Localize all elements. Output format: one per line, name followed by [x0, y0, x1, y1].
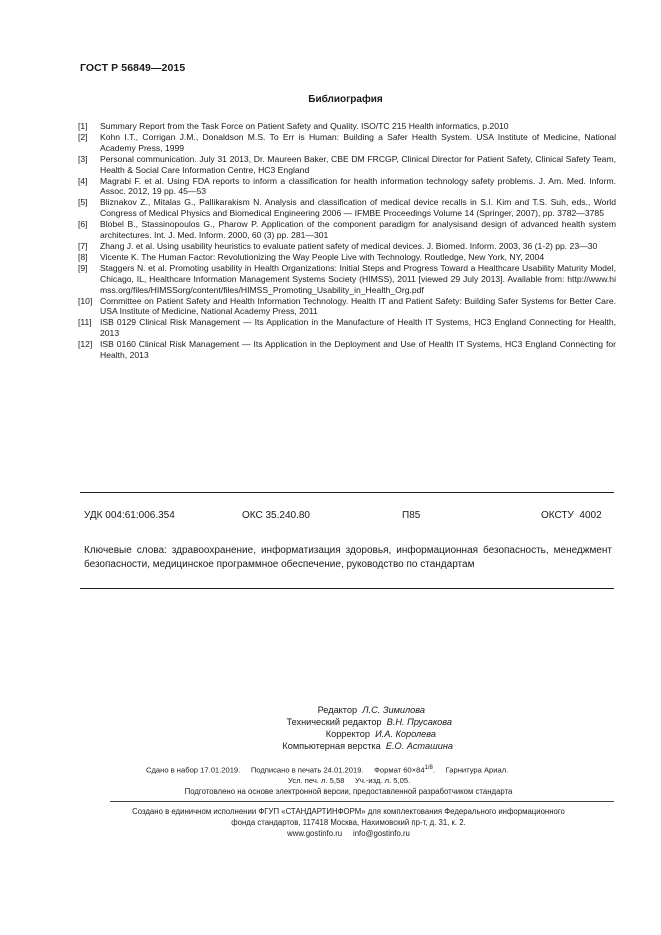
bottom-divider [80, 588, 614, 589]
reference-item: [12] ISB 0160 Clinical Risk Management — Its Application in the Deployment and Use of Health IT Systems, HC3 England Connecting for Health, 2013 [78, 339, 616, 361]
imprint-line-2: Усл. печ. л. 5,58 Уч.-изд. л. 5,05. [288, 776, 411, 785]
bibliography-title: Библиография [308, 94, 383, 105]
footer-divider [110, 801, 614, 802]
credit-editor: Редактор Л.С. Зимилова [317, 705, 425, 715]
document-code: ГОСТ Р 56849—2015 [80, 62, 186, 74]
credit-proofreader: Корректор И.А. Королева [325, 729, 436, 739]
footer-address: фонда стандартов, 117418 Москва, Нахимовский пр-т, д. 31, к. 2. [231, 818, 466, 827]
reference-item: [11] ISB 0129 Clinical Risk Management — Its Application in the Manufacture of Health IT Systems, HC3 England Connecting for Health, 2013 [78, 317, 616, 339]
reference-item: [6] Blobel B., Stassinopoulos G., Pharow P. Application of the component paradigm for analysisand design of advanced health system architectures. Int. J. Med. Inform. 2000, 60 (3) pp. 281—301 [78, 219, 616, 241]
reference-item: [7] Zhang J. et al. Using usability heuristics to evaluate patient safety of medical devices. J. Biomed. Inform. 2003, 36 (1-2) pp. 23—30 [78, 240, 598, 251]
footer-publisher: Создано в единичном исполнении ФГУП «СТАНДАРТИНФОРМ» для комплектования Федерального информационного [132, 807, 565, 816]
reference-item: [9] Staggers N. et al. Promoting usability in Health Organizations: Initial Steps and Progress Toward a Healthcare Usability Maturity Model, Chicago, IL, Healthcare Information Management Systems Society (HIMSS), 2011 [viewed 29 July 2013]. Available from: http://www.himss.org/files/HIMSSorg/content/files/HIMSS_Promoting_Usability_in_Health_Org.pdf [78, 262, 616, 295]
footer-email-link[interactable]: info@gostinfo.ru [352, 829, 410, 838]
top-divider [80, 492, 614, 493]
reference-item: [3] Personal communication. July 31 2013, Dr. Maureen Baker, CBE DM FRCGP, Clinical Director for Patient Safety, Clinical Safety Team, Health & Social Care Information Centre, HC3 England [78, 153, 616, 175]
reference-item: [5] Bliznakov Z., Mitalas G., Pallikarakism N. Analysis and classification of medical device recalls in S.I. Kim and T.S. Suh, eds., World Congress of Medical Physics and Biomedical Engineering 2006 — IFMBE Proceedings Volume 14 (Springer, 2007), pp. 3782—3785 [78, 197, 616, 219]
footer-contacts [0, 829, 661, 838]
footer-site-link[interactable]: www.gostinfo.ru [287, 829, 343, 838]
p-code: П85 [402, 510, 421, 521]
imprint-line-1: Сдано в набор 17.01.2019. Подписано в печать 24.01.2019. Формат $60\times 84^{1/8}$. Гарнитура Ариал. [146, 765, 509, 775]
udk-code: УДК 004:61:006.354 [84, 510, 175, 521]
credit-technical-editor: Технический редактор В.Н. Прусакова [286, 717, 452, 727]
reference-item: [10] Committee on Patient Safety and Health Information Technology. Health IT and Patient Safety: Building Safer Systems for Better Care. USA Institute of Medicine, National Academy Press, 2011 [78, 295, 616, 317]
keywords: Ключевые слова: здравоохранение, информатизация здоровья, информационная безопасность, менеджмент безопасности, медицинское программное обеспечение, руководство по стандартам [84, 545, 612, 570]
imprint-line-3: Подготовлено на основе электронной версии, предоставленной разработчиком стандарта [184, 787, 513, 796]
reference-item: [4] Magrabi F. et al. Using FDA reports to inform a classification for health information technology safety problems. J. Am. Med. Inform. Assoc. 2012, 19 pp. 45—53 [78, 175, 616, 197]
bibliography-list [78, 121, 616, 361]
reference-item: [2] Kohn I.T., Corrigan J.M., Donaldson M.S. To Err is Human: Building a Safer Health System. USA Institute of Medicine, National Academy Press, 1999 [78, 131, 616, 153]
credit-layout: Компьютерная верстка Е.О. Асташина [282, 741, 453, 751]
oks-code: ОКС 35.240.80 [242, 510, 310, 521]
reference-item: [1] Summary Report from the Task Force on Patient Safety and Quality. ISO/TC 215 Health informatics, p.2010 [78, 121, 509, 131]
okstu-code: ОКСТУ 4002 [541, 510, 602, 521]
reference-item: [8] Vicente K. The Human Factor: Revolutionizing the Way People Live with Technology. Routledge, New York, NY, 2004 [78, 251, 545, 262]
